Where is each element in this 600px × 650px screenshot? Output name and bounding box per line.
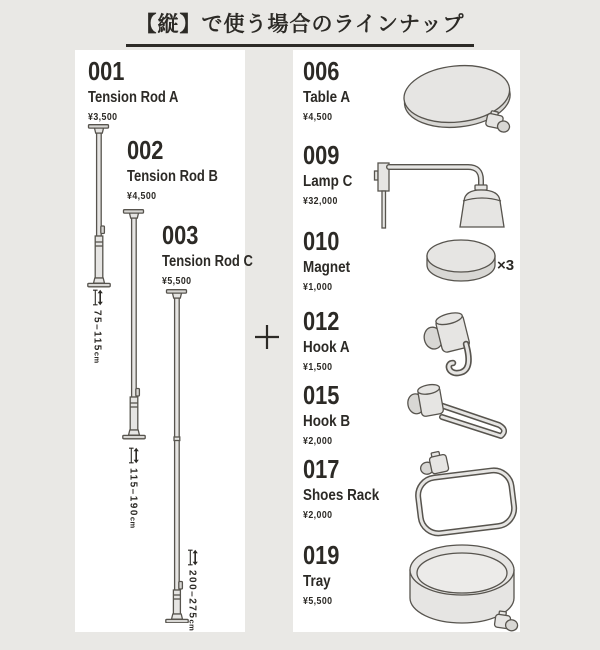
product-price: ¥1,500 [303,361,333,373]
product-001 [88,58,196,125]
product-002 [127,137,235,204]
product-price: ¥32,000 [303,195,338,207]
shoes-rack-icon [405,446,519,538]
product-id: 006 [303,56,340,86]
range-label: 75–115cm [91,310,103,364]
rod-c-height-range [183,549,201,631]
product-name: Tension Rod A [88,89,179,106]
product-name: Lamp C [303,173,353,190]
height-range-icon [187,549,198,566]
product-id: 003 [162,220,199,250]
range-label: 200–275cm [186,570,198,632]
product-name: Tension Rod B [127,168,218,185]
height-range-icon [92,289,103,306]
product-012 [303,308,358,375]
page-title: 【縦】で使う場合のラインナップ [126,6,475,47]
rods-panel [75,50,253,632]
product-017 [303,456,394,523]
table-icon [400,56,515,138]
hook-a-icon [414,302,502,382]
product-id: 017 [303,454,340,484]
product-name: Shoes Rack [303,487,380,504]
product-015 [303,382,359,449]
product-name: Magnet [303,259,351,276]
product-price: ¥5,500 [303,595,333,607]
rod-b-height-range [124,447,142,529]
product-id: 010 [303,226,340,256]
magnet-quantity-label: ×3 [497,257,515,274]
product-id: 001 [88,56,125,86]
product-id: 002 [127,135,164,165]
product-id: 019 [303,540,340,570]
accessories-panel [293,50,520,632]
rod-a-height-range [88,289,106,364]
product-name: Table A [303,89,351,106]
product-id: 009 [303,140,340,170]
product-019 [303,542,346,609]
product-name: Hook B [303,413,351,430]
product-name: Tray [303,573,331,590]
product-price: ¥3,500 [88,111,118,123]
product-009 [303,142,362,209]
product-price: ¥1,000 [303,281,333,293]
product-id: 012 [303,306,340,336]
plus-separator [252,322,282,352]
magnet-icon [416,232,496,290]
hook-b-icon [402,381,514,447]
product-price: ¥2,000 [303,509,333,521]
product-010 [303,228,359,295]
product-price: ¥2,000 [303,435,333,447]
product-id: 015 [303,380,340,410]
product-006 [303,58,359,125]
product-name: Tension Rod C [162,253,253,270]
product-price: ¥4,500 [127,190,157,202]
tension-rod-b-illustration [119,209,149,440]
tension-rod-a-illustration [84,124,114,292]
product-price: ¥5,500 [162,275,192,287]
product-name: Hook A [303,339,350,356]
product-price: ¥4,500 [303,111,333,123]
product-003 [162,222,270,289]
tray-icon [404,536,520,634]
lamp-icon [372,141,520,229]
height-range-icon [128,447,139,464]
header [0,6,600,47]
range-label: 115–190cm [127,468,139,529]
